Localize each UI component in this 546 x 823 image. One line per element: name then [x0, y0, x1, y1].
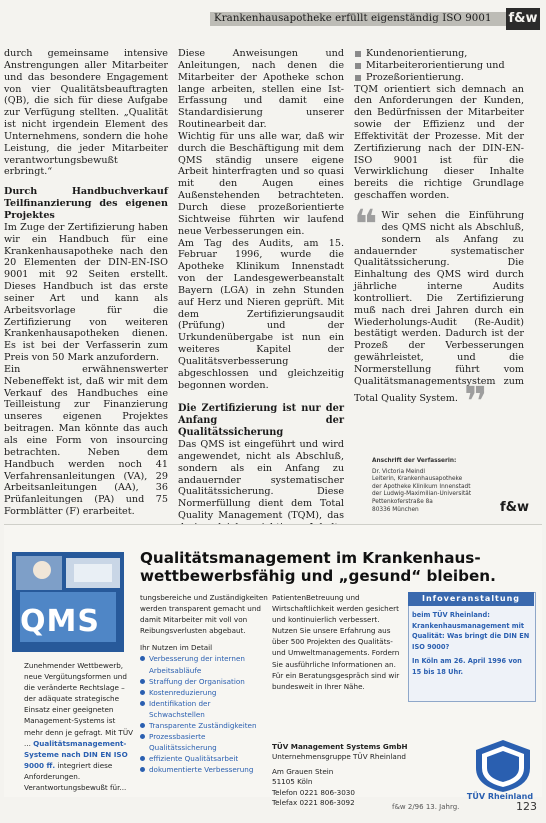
ad-col1-highlight: Qualitätsmanagement-Systeme nach DIN EN ISO 9000 ff.: [24, 738, 128, 770]
col1-paragraph-3: Ein erwähnenswerter Nebeneffekt ist, daß wir mit dem Verkauf des Handbuches eine Teilleistung zur Finanzierung unseres eigenen Projektes beitragen. Man könnte das auch als eine Form von insourcing betrachten. Neben dem Handbuch werden noch 41 Verfahrensanleitungen (VA), 29 Arbeitsanleitungen (AA), 36 Prüfanleitungen (PA) und 75 Formblätter (F) erarbeitet.: [4, 363, 168, 518]
list-item: Identifikation der Schwachstellen: [140, 698, 268, 720]
info-event-text: [412, 610, 532, 678]
tuv-label: TÜV Rheinland: [466, 792, 534, 801]
list-item: Straffung der Organisation: [140, 676, 268, 687]
info-line: In Köln am 26. April 1996 von 15 bis 18 Uhr.: [412, 657, 522, 676]
author-line: der Apotheke Klinikum Innenstadt: [372, 483, 471, 490]
ad-col1-text: Zunehmender Wettbewerb, neue Vergütungsformen und die veränderte Rechtslage – der adäquate strategische Einsatz einer geeigneten Management-Systems ist mehr denn je gefragt. Mit TÜV ...: [24, 661, 133, 748]
ad-column-3: [272, 592, 402, 692]
list-item: Kostenreduzierung: [140, 687, 268, 698]
list-item: Prozessbasierte Qualitätssicherung: [140, 731, 268, 753]
tuv-logo-icon: [472, 738, 534, 794]
address-line: Am Grauen Stein: [272, 766, 334, 776]
pull-quote: [354, 201, 524, 425]
header-title: Krankenhausapotheke erfüllt eigenständig ISO 9001: [214, 13, 492, 24]
pull-quote-text: Wir sehen die Einführung des QMS nicht als Abschluß, sondern als Anfang zu andauernder systematischer Qualitätssicherung. Die Einhaltung des QMS wird durch jährliche interne Audits kontrolliert. Die Zertifizierung muß nach drei Jahren durch ein Wiederholungs-Audit (Re-Audit) bestätigt werden. Dadurch ist der Prozeß der Verbesserungen gewährleistet, und die Normerstellung führt vom Qualitätsmanagementsystem zum Total Quality System.: [354, 209, 524, 404]
ad-col1-tail: integriert diese Anforderungen. Verantwortungsbewußt für...: [24, 760, 127, 793]
author-line: Leiterin, Krankenhausapotheke: [372, 476, 463, 483]
company-sub: Unternehmensgruppe TÜV Rheinland: [272, 752, 406, 762]
list-item: Verbesserung der internen Arbeitsabläufe: [140, 653, 268, 675]
article-column-3: [354, 48, 524, 425]
journal-reference: f&w 2/96 13. Jahrg.: [392, 803, 460, 811]
article-column-2: [178, 48, 344, 546]
list-item: Transparente Zuständigkeiten: [140, 720, 268, 731]
list-item: Kundenorientierung,: [354, 48, 524, 60]
quote-close-icon: ❞: [463, 378, 488, 425]
author-line: Pettenkoferstraße 8a: [372, 498, 433, 505]
col1-paragraph-1: durch gemeinsame intensive Anstrengungen aller Mitarbeiter und das besondere Engagement von vier Qualitätsbeauftragten (QB), die sich für diese Aufgabe zur Verfügung stellten. „Qualität ist nicht irgendein Element des Unternehmens, sondern die hohe Leistung, die jeder Mitarbeiter verantwortungsbewußt erbringt.“: [4, 48, 168, 178]
list-item: dokumentierte Verbesserung: [140, 764, 268, 775]
tuv-company-address: [272, 742, 412, 808]
list-item: effiziente Qualitätsarbeit: [140, 753, 268, 764]
list-item: Mitarbeiterorientierung und: [354, 60, 524, 72]
page-number: 123: [516, 800, 537, 813]
address-line: 51105 Köln: [272, 777, 313, 787]
ad-col2-subhead: Ihr Nutzen im Detail: [140, 643, 213, 653]
col1-paragraph-2: Im Zuge der Zertifizierung haben wir ein Handbuch für eine Krankenhausapotheke nach den 20 Elementen der DIN-EN-ISO 9001 mit 92 Seiten erstellt. Dieses Handbuch ist das erste seiner Art und kann als Arbeitsvorlage für die Zertifizierung von weiteren Krankenhausapotheken dienen. Es ist bei der Verfasserin zum Preis von 50 Mark anzufordern.: [4, 221, 168, 364]
author-address: [372, 458, 512, 514]
list-item: Prozeßorientierung.: [354, 72, 524, 84]
tqm-bullet-list: [354, 48, 524, 84]
ad-col3-paragraph: PatientenBetreuung und Wirtschaftlichkeit werden gesichert und kontinuierlich verbessert. Nutzen Sie unsere Erfahrung aus über 500 Projekten des Qualitäts- und Umweltmanagements. Fordern Sie ausführliche Informationen an. Für ein Beratungsgespräch sind wir bundesweit in Ihrer Nähe.: [272, 593, 400, 691]
qms-logo-text: QMS: [20, 604, 100, 639]
address-line: Telefax 0221 806-3092: [272, 798, 355, 808]
author-label: Anschrift der Verfasserin:: [372, 458, 457, 464]
col2-paragraph-3: Am Tag des Audits, am 15. Februar 1996, wurde die Apotheke Klinikum Innenstadt von der Landesgewerbeanstalt Bayern (LGA) in zehn Stunden auf Herz und Nieren geprüft. Mit dem Zertifizierungsaudit (Prüfung) und der Urkundenübergabe ist nun ein weiteres Kapitel der Qualitätsverbesserung abgeschlossen und gleichzeitig begonnen worden.: [178, 237, 344, 391]
col2-paragraph-4: Das QMS ist eingeführt und wird angewendet, nicht als Abschluß, sondern als ein Anfang zu andauernder systematischer Qualitätssicherung. Diese Normerfüllung dient dem Total Quality Management (TQM), das: [178, 439, 344, 522]
col3-paragraph-1: TQM orientiert sich demnach an den Anforderungen der Kunden, den Bedürfnissen der Mitarbeiter sowie der Effizienz und der Effektivität der Prozesse. Mit der Zertifizierung nach der DIN-EN-ISO 9001 ist für die Verwirklichung dieser Inhalte bereits die richtige Grundlage geschaffen worden.: [354, 83, 524, 202]
col2-subhead: Die Zertifizierung ist nur der Anfang der Qualitätssicherung: [178, 403, 344, 439]
ad-benefits-list: [140, 653, 268, 775]
info-event-head: Infoveranstaltung: [408, 592, 534, 606]
col2-paragraph-2: Wichtig für uns alle war, daß wir durch die Beschäftigung mit dem QMS ständig unsere eigene Arbeit hinterfragten und so quasi mit den Augen eines Außenstehenden betrachteten. Durch diese prozeßorientierte Sichtweise führten wir laufend neue Verbesserungen ein.: [178, 130, 344, 237]
info-line: beim TÜV Rheinland:: [412, 611, 490, 619]
fw-logo-small: f&w: [500, 500, 530, 515]
author-line: 80336 München: [372, 506, 419, 513]
col2-paragraph-1: Diese Anweisungen und Anleitungen, nach denen die Mitarbeiter der Apotheke schon lange arbeiten, stellen eine Ist-Erfassung und damit eine Standardisierung unserer Routinearbeit dar.: [178, 48, 344, 131]
article-column-1: [4, 48, 168, 518]
col1-subhead: Durch Handbuchverkauf Teilfinanzierung des eigenen Projektes: [4, 186, 168, 221]
ad-col2-paragraph: tungsbereiche und Zuständigkeiten werden transparent gemacht und damit Mitarbeiter mit voll von Reibungsverlusten abgebaut.: [140, 593, 268, 636]
address-line: Telefon 0221 806-3030: [272, 787, 355, 797]
author-line: der Ludwig-Maximilian-Universität: [372, 491, 472, 498]
ad-column-1: [24, 660, 134, 793]
ad-title: Qualitätsmanagement im Krankenhaus- wettbewerbsfähig und „gesund“ bleiben.: [140, 549, 496, 585]
info-line: Krankenhausmanagement mit Qualität: Was bringt die DIN EN ISO 9000?: [412, 621, 530, 651]
author-line: Dr. Victoria Meindl: [372, 468, 425, 475]
quote-open-icon: ❝: [354, 201, 378, 248]
ad-column-2: [140, 592, 268, 776]
fw-logo: f&w: [506, 8, 540, 30]
company-name: TÜV Management Systems GmbH: [272, 742, 408, 751]
